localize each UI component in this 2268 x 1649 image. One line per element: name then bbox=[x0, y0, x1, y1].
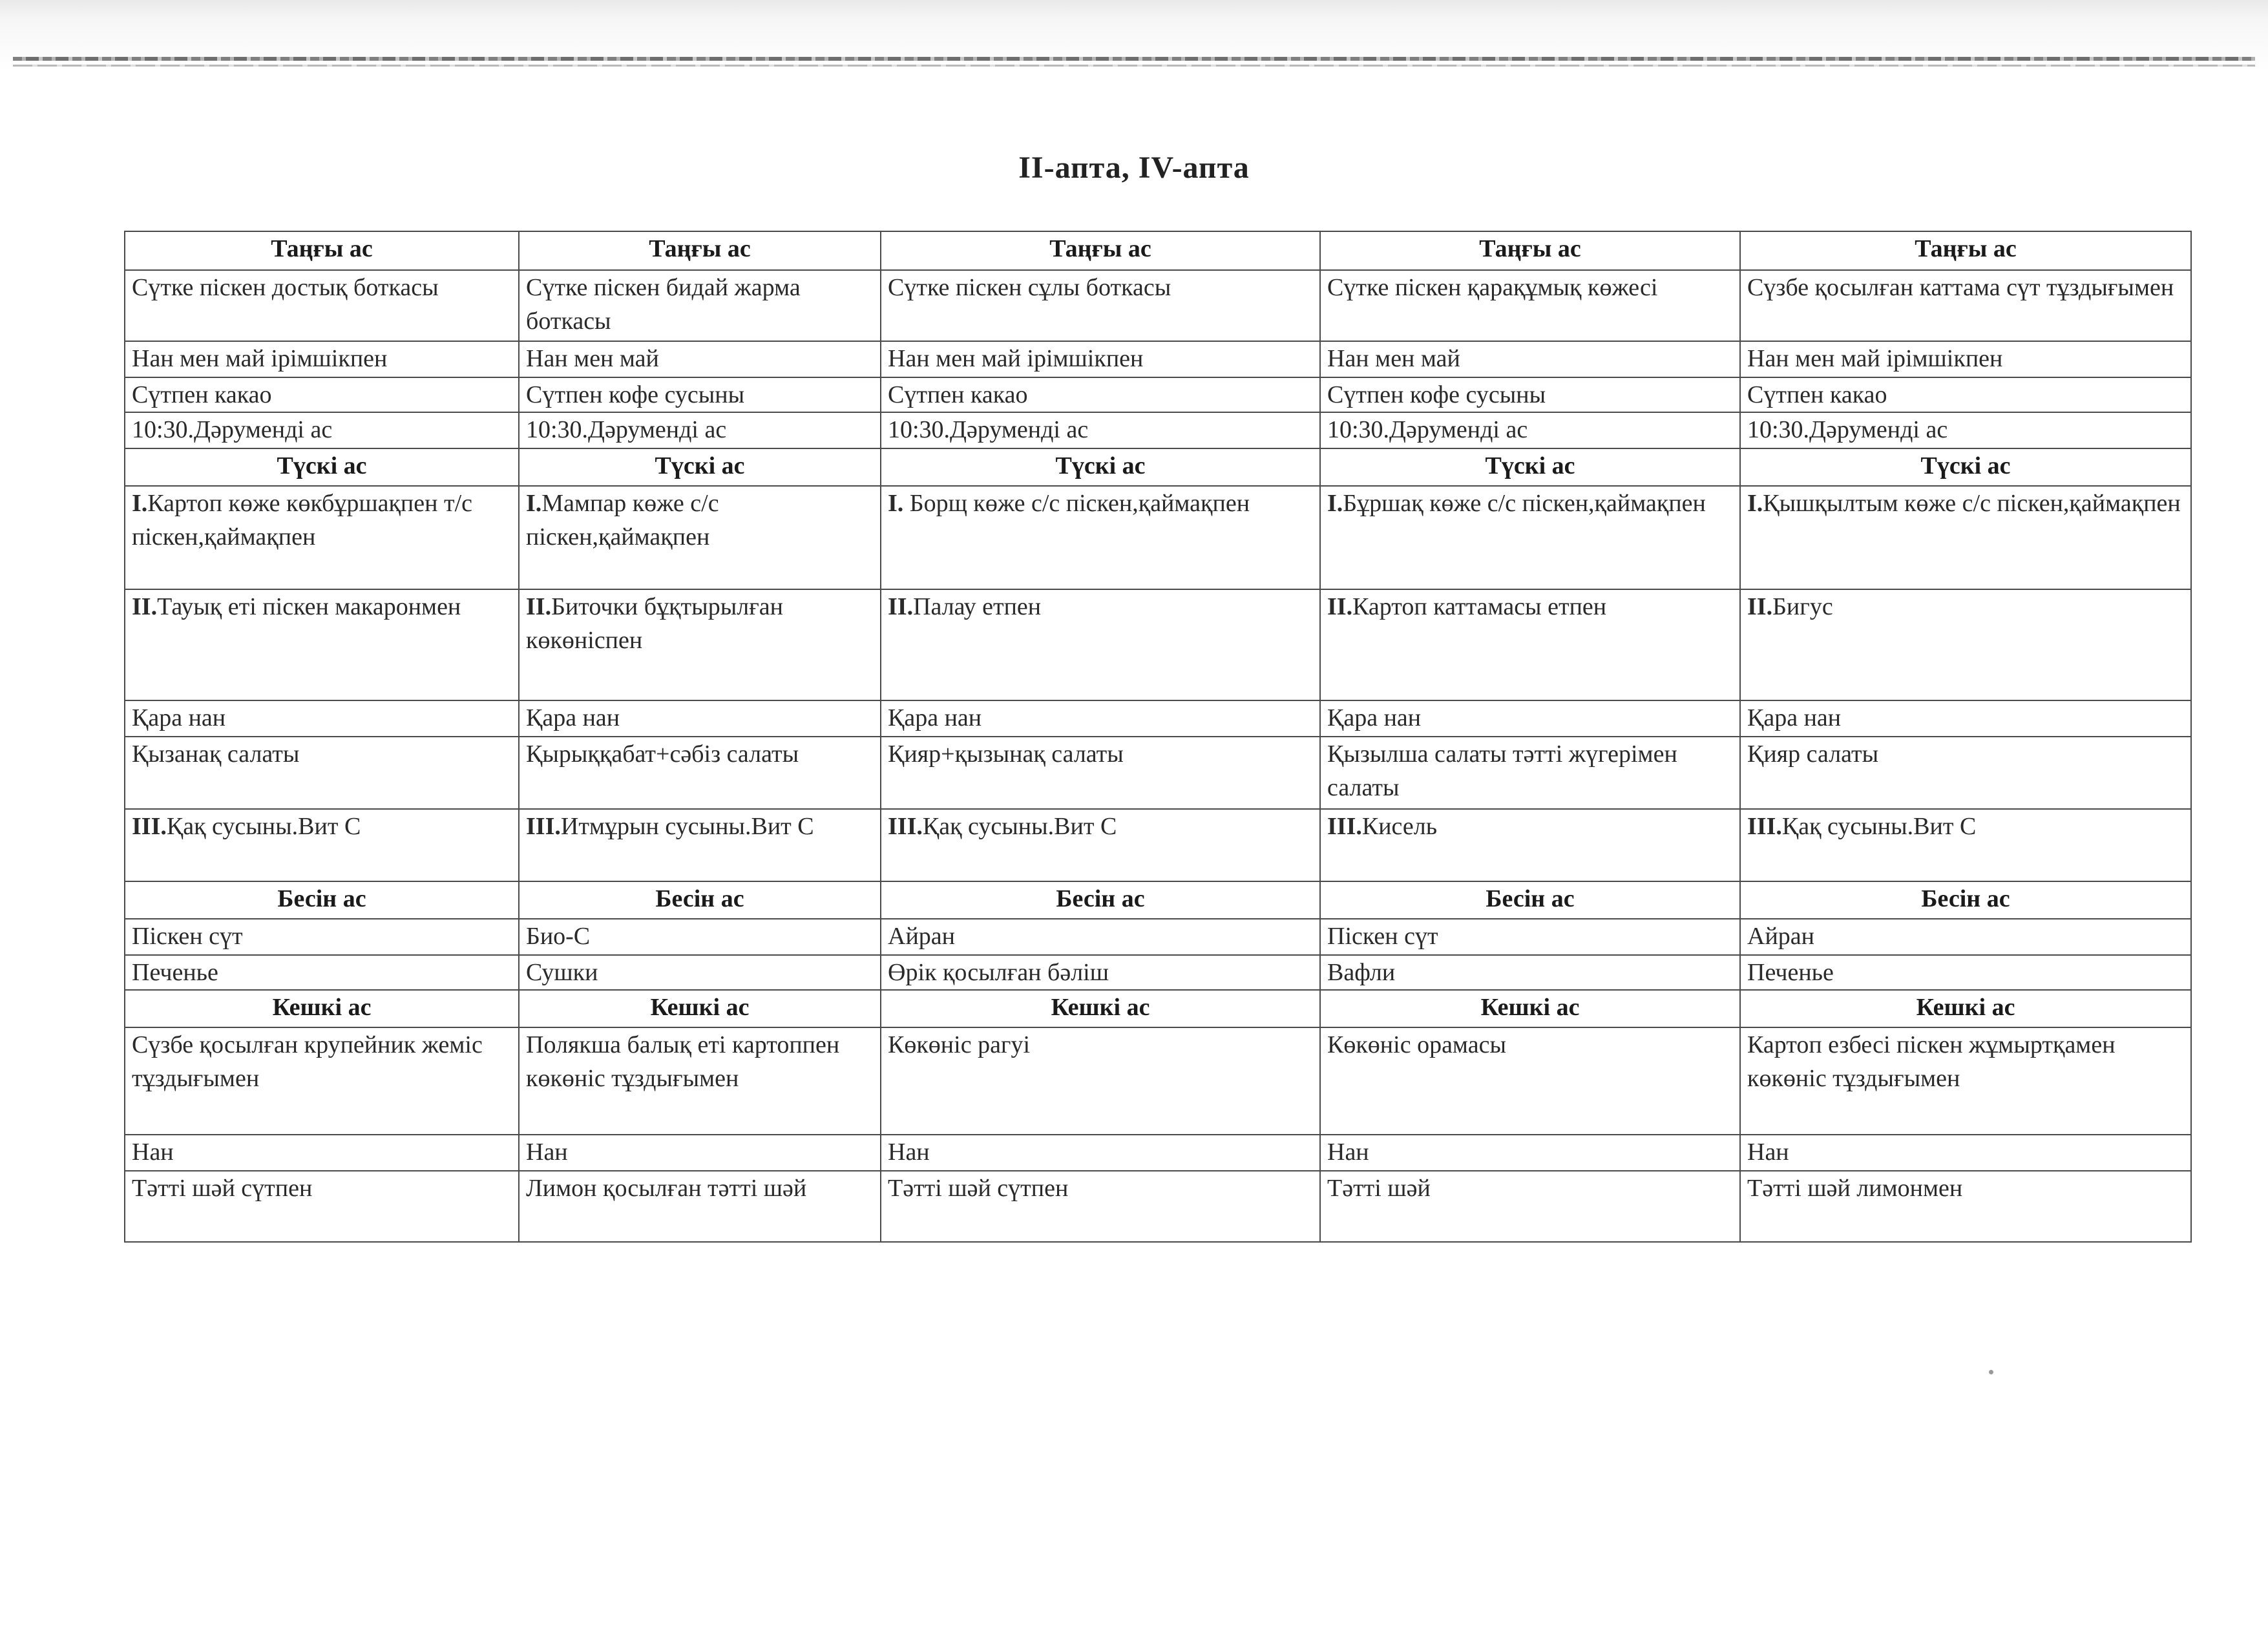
dish-name: Нан мен май ірімшікпен bbox=[888, 345, 1144, 372]
menu-item-cell bbox=[881, 1135, 1320, 1171]
dish-name: Піскен сүт bbox=[132, 923, 243, 950]
meal-header-cell: Бесін ас bbox=[125, 881, 519, 919]
menu-item-cell bbox=[1740, 589, 2191, 700]
dish-name: Айран bbox=[888, 923, 955, 950]
dish-name: Сүтке піскен қарақұмық көжесі bbox=[1327, 274, 1658, 301]
course-number: I. bbox=[526, 490, 542, 517]
dish-name: Сүтпен кофе сусыны bbox=[526, 381, 745, 408]
menu-item-cell bbox=[1320, 737, 1740, 809]
menu-item-cell bbox=[519, 809, 881, 881]
dish-name: Вафли bbox=[1327, 959, 1396, 986]
dish-name: Нан bbox=[132, 1139, 174, 1166]
meal-header-row bbox=[125, 881, 2191, 919]
dish-name: Печенье bbox=[1747, 959, 1834, 986]
dish-name: Сүтпен какао bbox=[1747, 381, 1887, 408]
menu-item-cell bbox=[881, 919, 1320, 955]
menu-item-cell bbox=[1740, 341, 2191, 377]
menu-item-cell bbox=[1320, 955, 1740, 990]
menu-item-cell bbox=[125, 1171, 519, 1242]
menu-item-cell bbox=[519, 589, 881, 700]
menu-item-cell bbox=[519, 377, 881, 412]
menu-item-cell bbox=[519, 486, 881, 589]
dish-name: Сушки bbox=[526, 959, 598, 986]
dish-name: Тәтті шәй сүтпен bbox=[888, 1175, 1069, 1202]
course-number: I. bbox=[1327, 490, 1343, 517]
menu-item-cell bbox=[881, 412, 1320, 448]
menu-item-cell bbox=[1740, 412, 2191, 448]
menu-item-cell bbox=[1740, 1027, 2191, 1135]
menu-item-cell bbox=[881, 809, 1320, 881]
menu-item-cell bbox=[519, 270, 881, 341]
menu-item-cell bbox=[1740, 737, 2191, 809]
menu-item-row bbox=[125, 341, 2191, 377]
menu-item-cell bbox=[881, 341, 1320, 377]
dish-name: Сүтпен какао bbox=[132, 381, 272, 408]
dish-name: Картоп көже көкбұршақпен т/с піскен,қаймақпен bbox=[132, 490, 472, 551]
dish-name: Нан bbox=[526, 1139, 568, 1166]
menu-item-cell bbox=[519, 1135, 881, 1171]
meal-header-cell: Таңғы ас bbox=[1740, 231, 2191, 270]
menu-item-cell bbox=[125, 955, 519, 990]
course-number: II. bbox=[526, 593, 552, 620]
dish-name: Сүтке піскен достық боткасы bbox=[132, 274, 439, 301]
dish-name: 10:30.Дәруменді ас bbox=[888, 416, 1089, 443]
dish-name: Қақ сусыны.Вит С bbox=[922, 813, 1117, 840]
menu-item-cell bbox=[881, 1171, 1320, 1242]
meal-header-cell: Кешкі ас bbox=[881, 990, 1320, 1027]
course-number: III. bbox=[1747, 813, 1782, 840]
menu-item-cell bbox=[125, 341, 519, 377]
meal-header-cell: Түскі ас bbox=[125, 448, 519, 486]
menu-item-cell bbox=[519, 412, 881, 448]
dish-name: Картоп каттамасы етпен bbox=[1352, 593, 1607, 620]
meal-header-cell: Кешкі ас bbox=[519, 990, 881, 1027]
dish-name: Қақ сусыны.Вит С bbox=[1781, 813, 1977, 840]
menu-item-cell bbox=[1740, 919, 2191, 955]
menu-item-cell bbox=[881, 955, 1320, 990]
menu-item-cell bbox=[881, 589, 1320, 700]
dish-name: Мампар көже с/с піскен,қаймақпен bbox=[526, 490, 719, 551]
menu-item-cell bbox=[125, 1027, 519, 1135]
dish-name: Кисель bbox=[1361, 813, 1438, 840]
menu-item-cell bbox=[1740, 1171, 2191, 1242]
menu-item-cell bbox=[1320, 341, 1740, 377]
menu-item-cell bbox=[1740, 270, 2191, 341]
dish-name: Қияр+қызынақ салаты bbox=[888, 740, 1124, 768]
meal-header-cell: Бесін ас bbox=[1740, 881, 2191, 919]
menu-item-row bbox=[125, 412, 2191, 448]
menu-item-cell bbox=[881, 270, 1320, 341]
meal-header-cell: Түскі ас bbox=[1740, 448, 2191, 486]
menu-item-cell bbox=[125, 412, 519, 448]
menu-item-cell bbox=[125, 919, 519, 955]
dish-name: Қызылша салаты тәтті жүгерімен салаты bbox=[1327, 740, 1677, 801]
menu-item-cell bbox=[125, 1135, 519, 1171]
menu-item-cell bbox=[1740, 1135, 2191, 1171]
dish-name: Қара нан bbox=[132, 704, 226, 731]
menu-item-cell bbox=[881, 737, 1320, 809]
course-number: III. bbox=[526, 813, 561, 840]
menu-item-cell bbox=[125, 809, 519, 881]
menu-item-cell bbox=[125, 270, 519, 341]
dish-name: Қырыққабат+сәбіз салаты bbox=[526, 740, 799, 768]
menu-item-cell bbox=[881, 486, 1320, 589]
course-number: II. bbox=[1747, 593, 1773, 620]
menu-item-cell bbox=[125, 700, 519, 737]
dish-name: Сүтке піскен бидай жарма боткасы bbox=[526, 274, 801, 335]
meal-header-cell: Түскі ас bbox=[881, 448, 1320, 486]
dish-name: Қара нан bbox=[1327, 704, 1422, 731]
menu-item-row bbox=[125, 700, 2191, 737]
dish-name: Нан bbox=[888, 1139, 930, 1166]
dish-name: 10:30.Дәруменді ас bbox=[526, 416, 727, 443]
scan-speck bbox=[1989, 1370, 1993, 1374]
menu-item-row bbox=[125, 589, 2191, 700]
course-number: II. bbox=[132, 593, 158, 620]
meal-header-row bbox=[125, 990, 2191, 1027]
dish-name: Қышқылтым көже с/с піскен,қаймақпен bbox=[1763, 490, 2181, 517]
menu-item-cell bbox=[519, 1171, 881, 1242]
menu-item-cell bbox=[881, 1027, 1320, 1135]
meal-header-cell: Таңғы ас bbox=[881, 231, 1320, 270]
dish-name: Нан мен май ірімшікпен bbox=[132, 345, 388, 372]
meal-header-cell: Таңғы ас bbox=[125, 231, 519, 270]
dish-name: Тәтті шәй bbox=[1327, 1175, 1431, 1202]
menu-item-row bbox=[125, 955, 2191, 990]
dish-name: Тауық еті піскен макаронмен bbox=[157, 593, 461, 620]
meal-header-cell: Таңғы ас bbox=[1320, 231, 1740, 270]
dish-name: Картоп езбесі піскен жұмыртқамен көкөніс тұздығымен bbox=[1747, 1031, 2116, 1092]
menu-item-cell bbox=[1320, 486, 1740, 589]
menu-item-cell bbox=[1320, 919, 1740, 955]
scan-artifact-line bbox=[13, 57, 2255, 61]
menu-item-row bbox=[125, 809, 2191, 881]
menu-item-cell bbox=[125, 589, 519, 700]
dish-name: Сүзбе қосылған каттама сүт тұздығымен bbox=[1747, 274, 2174, 301]
menu-item-cell bbox=[1320, 377, 1740, 412]
scan-artifact-line-secondary bbox=[13, 65, 2255, 67]
course-number: II. bbox=[1327, 593, 1353, 620]
menu-item-cell bbox=[1740, 486, 2191, 589]
menu-item-cell bbox=[881, 700, 1320, 737]
menu-item-cell bbox=[1320, 589, 1740, 700]
menu-item-cell bbox=[519, 700, 881, 737]
menu-item-cell bbox=[1320, 809, 1740, 881]
dish-name: Печенье bbox=[132, 959, 218, 986]
menu-item-cell bbox=[1320, 1027, 1740, 1135]
dish-name: Сүтпен какао bbox=[888, 381, 1028, 408]
menu-item-cell bbox=[1320, 270, 1740, 341]
dish-name: Нан bbox=[1747, 1139, 1789, 1166]
course-number: I. bbox=[132, 490, 148, 517]
dish-name: 10:30.Дәруменді ас bbox=[1327, 416, 1528, 443]
dish-name: Нан мен май bbox=[1327, 345, 1460, 372]
dish-name: Борщ көже с/с піскен,қаймақпен bbox=[903, 490, 1250, 517]
menu-item-cell bbox=[881, 377, 1320, 412]
meal-header-cell: Кешкі ас bbox=[125, 990, 519, 1027]
meal-header-cell: Бесін ас bbox=[519, 881, 881, 919]
course-number: III. bbox=[888, 813, 923, 840]
dish-name: Тәтті шәй сүтпен bbox=[132, 1175, 313, 1202]
menu-item-cell bbox=[1320, 1171, 1740, 1242]
dish-name: Нан мен май bbox=[526, 345, 659, 372]
dish-name: Полякша балық еті картоппен көкөніс тұздығымен bbox=[526, 1031, 840, 1092]
dish-name: Көкөніс орамасы bbox=[1327, 1031, 1506, 1058]
dish-name: Сүтке піскен сұлы боткасы bbox=[888, 274, 1171, 301]
dish-name: Итмұрын сусыны.Вит С bbox=[560, 813, 814, 840]
document-title: II-апта, IV-апта bbox=[1018, 151, 1250, 185]
menu-item-row bbox=[125, 919, 2191, 955]
menu-item-row bbox=[125, 1171, 2191, 1242]
meal-header-cell: Түскі ас bbox=[1320, 448, 1740, 486]
dish-name: Қызанақ салаты bbox=[132, 740, 300, 768]
dish-name: Нан мен май ірімшікпен bbox=[1747, 345, 2003, 372]
menu-item-row bbox=[125, 270, 2191, 341]
menu-item-cell bbox=[519, 955, 881, 990]
menu-item-cell bbox=[519, 1027, 881, 1135]
menu-item-cell bbox=[519, 341, 881, 377]
meal-header-cell: Кешкі ас bbox=[1740, 990, 2191, 1027]
course-number: III. bbox=[132, 813, 167, 840]
dish-name: Сүзбе қосылған крупейник жеміс тұздығымен bbox=[132, 1031, 483, 1092]
menu-item-row bbox=[125, 377, 2191, 412]
meal-header-row bbox=[125, 448, 2191, 486]
menu-item-cell bbox=[1320, 1135, 1740, 1171]
dish-name: Тәтті шәй лимонмен bbox=[1747, 1175, 1963, 1202]
meal-header-cell: Бесін ас bbox=[1320, 881, 1740, 919]
dish-name: Қара нан bbox=[1747, 704, 1842, 731]
dish-name: Биточки бұқтырылған көкөніспен bbox=[526, 593, 783, 654]
menu-item-row bbox=[125, 737, 2191, 809]
dish-name: Піскен сүт bbox=[1327, 923, 1438, 950]
meal-header-cell: Бесін ас bbox=[881, 881, 1320, 919]
menu-item-row bbox=[125, 486, 2191, 589]
menu-item-cell bbox=[519, 737, 881, 809]
course-number: II. bbox=[888, 593, 914, 620]
menu-item-cell bbox=[1740, 700, 2191, 737]
dish-name: Қара нан bbox=[526, 704, 620, 731]
menu-item-cell bbox=[519, 919, 881, 955]
weekly-menu-table bbox=[124, 231, 2192, 1243]
menu-item-row bbox=[125, 1135, 2191, 1171]
dish-name: Нан bbox=[1327, 1139, 1369, 1166]
dish-name: Қақ сусыны.Вит С bbox=[166, 813, 361, 840]
meal-header-row bbox=[125, 231, 2191, 270]
course-number: I. bbox=[1747, 490, 1763, 517]
menu-item-cell bbox=[1320, 412, 1740, 448]
meal-header-cell: Түскі ас bbox=[519, 448, 881, 486]
menu-item-cell bbox=[1740, 955, 2191, 990]
menu-item-row bbox=[125, 1027, 2191, 1135]
dish-name: Қияр салаты bbox=[1747, 740, 1879, 768]
menu-item-cell bbox=[125, 377, 519, 412]
dish-name: 10:30.Дәруменді ас bbox=[132, 416, 333, 443]
menu-table-body bbox=[125, 231, 2191, 1242]
menu-item-cell bbox=[125, 486, 519, 589]
dish-name: Бұршақ көже с/с піскен,қаймақпен bbox=[1343, 490, 1706, 517]
dish-name: Лимон қосылған тәтті шәй bbox=[526, 1175, 807, 1202]
dish-name: Қара нан bbox=[888, 704, 982, 731]
dish-name: Сүтпен кофе сусыны bbox=[1327, 381, 1546, 408]
menu-item-cell bbox=[1320, 700, 1740, 737]
course-number: III. bbox=[1327, 813, 1362, 840]
dish-name: Өрік қосылған бәліш bbox=[888, 959, 1109, 986]
dish-name: Айран bbox=[1747, 923, 1814, 950]
dish-name: Көкөніс рагуі bbox=[888, 1031, 1031, 1058]
meal-header-cell: Таңғы ас bbox=[519, 231, 881, 270]
dish-name: Био-С bbox=[526, 923, 591, 950]
menu-item-cell bbox=[125, 737, 519, 809]
meal-header-cell: Кешкі ас bbox=[1320, 990, 1740, 1027]
dish-name: 10:30.Дәруменді ас bbox=[1747, 416, 1948, 443]
menu-item-cell bbox=[1740, 377, 2191, 412]
menu-item-cell bbox=[1740, 809, 2191, 881]
dish-name: Бигус bbox=[1772, 593, 1833, 620]
course-number: I. bbox=[888, 490, 904, 517]
dish-name: Палау етпен bbox=[913, 593, 1042, 620]
